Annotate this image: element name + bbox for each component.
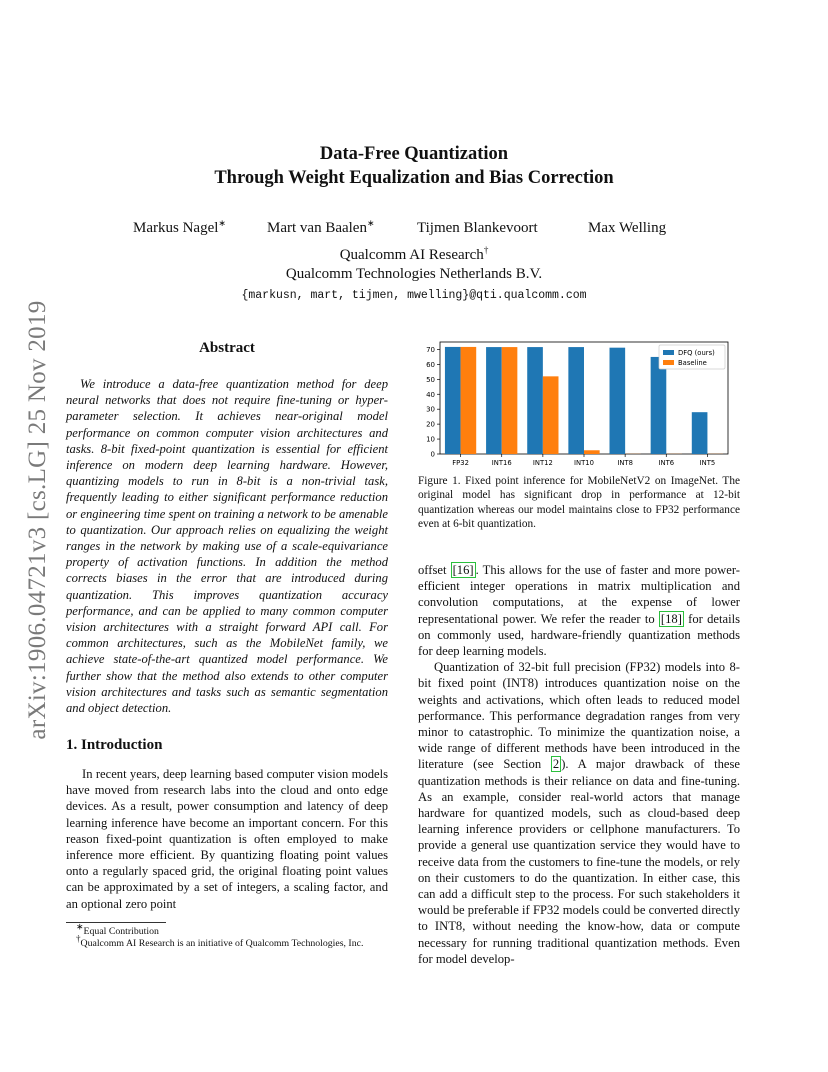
- y-tick-label: 30: [426, 405, 435, 414]
- bar: [527, 347, 543, 454]
- affiliation-line1: Qualcomm AI Research†: [339, 245, 489, 263]
- x-tick-label: INT10: [574, 459, 594, 467]
- bar: [502, 347, 518, 454]
- author-4: Max Welling: [588, 220, 667, 236]
- legend-label: Baseline: [678, 359, 707, 367]
- footnote-qualcomm: †Qualcomm AI Research is an initiative of Qualcomm Technologies, Inc.: [76, 933, 364, 950]
- y-tick-label: 40: [426, 390, 435, 399]
- legend-swatch: [663, 360, 674, 365]
- x-tick-label: INT8: [617, 459, 633, 467]
- bar: [486, 347, 502, 454]
- bar: [610, 348, 626, 454]
- arxiv-stamp: arXiv:1906.04721v3 [cs.LG] 25 Nov 2019: [24, 300, 51, 740]
- footnote-equal-contribution: ∗Equal Contribution: [76, 921, 159, 937]
- legend-swatch: [663, 350, 674, 355]
- bar: [651, 357, 667, 454]
- y-tick-label: 60: [426, 360, 435, 369]
- bar: [692, 412, 708, 454]
- introduction-body: [66, 766, 388, 912]
- bar: [461, 347, 477, 454]
- author-3: Tijmen Blankevoort: [417, 220, 538, 236]
- figure-1-chart: [418, 338, 736, 473]
- citation-18[interactable]: [18]: [660, 611, 682, 626]
- bar: [445, 347, 461, 454]
- paper-title-line2: Through Weight Equalization and Bias Correction: [214, 168, 614, 188]
- x-tick-label: INT12: [532, 459, 553, 467]
- paragraph-offset: offset [16] . This allows for the use of faster and more power-efficient integer operations in matrix multiplication and convolution computations, at the expense of lower representational power. We refer the reader to [18] for details on commonly used, hardware-friendly quantization methods for deep learning models.: [418, 563, 740, 659]
- x-tick-label: INT5: [699, 459, 716, 467]
- x-tick-label: INT6: [658, 459, 675, 467]
- section-2-link[interactable]: 2: [552, 757, 560, 772]
- legend-label: DFQ (ours): [678, 349, 715, 357]
- abstract-body: [66, 376, 388, 716]
- y-tick-label: 10: [426, 435, 435, 444]
- bar-chart: [418, 338, 736, 473]
- x-tick-label: FP32: [452, 459, 469, 467]
- author-2: Mart van Baalen∗: [267, 218, 375, 236]
- footnotes: [66, 921, 388, 950]
- citation-16[interactable]: [16]: [452, 563, 474, 577]
- bar: [568, 347, 584, 454]
- abstract-heading: Abstract: [199, 340, 255, 356]
- bar: [543, 376, 559, 454]
- paragraph-quantization: Quantization of 32-bit full precision (FP32) models into 8-bit fixed point (INT8) introduces quantization noise on the weights and activations, which often leads to reduced model performance. This performance degradation ranges from very minor to catastrophic. To minimize the quantization noise, a wide range of different methods have been introduced in the literature (see Section 2 ). A major drawback of these quantization methods is their reliance on data and fine-tuning. As an example, consider real-world actors that manage hardware for quantized models, such as cloud-based deep learning inference providers or cellphone manufacturers. To provide a general use quantization service they would have to receive data from the customers to fine-tune the models, or rely on their customers to do the quantization. In either case, this can add a difficult step to the process. For such stakeholders it would be preferable if FP32 models could be converted directly to INT8, without needing the know-how, data or compute necessary for running traditional quantization methods. Even for model develop-: [418, 660, 740, 966]
- introduction-text: In recent years, deep learning based computer vision models have moved from research labs into the cloud and onto edge devices. As a result, power consumption and latency of deep learning inference have become an important concern. For this reason fixed-point quantization is often employed to make inference more efficient. By quantizing floating point values onto a regularly spaced grid, the original floating point values can be approximated by a set of integers, a scaling factor, and an optional zero point: [66, 767, 388, 911]
- y-tick-label: 70: [426, 345, 435, 354]
- y-tick-label: 20: [426, 420, 435, 429]
- affiliation-line2: Qualcomm Technologies Netherlands B.V.: [285, 266, 543, 282]
- right-column-body: [418, 562, 740, 967]
- bar: [584, 450, 600, 454]
- y-tick-label: 0: [430, 450, 435, 459]
- y-tick-label: 50: [426, 375, 435, 384]
- figure-1-caption: Figure 1. Fixed point inference for MobileNetV2 on ImageNet. The original model has significant drop in performance at 12-bit quantization whereas our model maintains close to FP32 performance even at 6-bit quantization.: [418, 475, 740, 530]
- paper-title-line1: Data-Free Quantization: [319, 144, 509, 164]
- x-tick-label: INT16: [491, 459, 512, 467]
- author-emails: {markusn, mart, tijmen, mwelling}@qti.qualcomm.com: [241, 289, 587, 302]
- section-heading-introduction: 1. Introduction: [66, 737, 163, 753]
- author-1: Markus Nagel∗: [133, 218, 226, 236]
- abstract-text: We introduce a data-free quantization method for deep neural networks that does not require fine-tuning or hyper-parameter selection. It achieves near-original model performance on common computer vision architectures and tasks. 8-bit fixed-point quantization is essential for efficient inference on modern deep learning hardware. However, quantizing models to run in 8-bit is a non-trivial task, frequently leading to either significant performance reduction or engineering time spent on training a network to be amenable to quantization. Our approach relies on equalizing the weight ranges in the network by making use of a scale-equivariance property of activation functions. In addition the method corrects biases in the error that are introduced during quantization. This improves quantization accuracy performance, and can be applied to many common computer vision architectures with a straight forward API call. For common architectures, such as the MobileNet family, we achieve state-of-the-art quantized model performance. We further show that the method also extends to other computer vision architectures and tasks such as semantic segmentation and object detection.: [66, 377, 388, 716]
